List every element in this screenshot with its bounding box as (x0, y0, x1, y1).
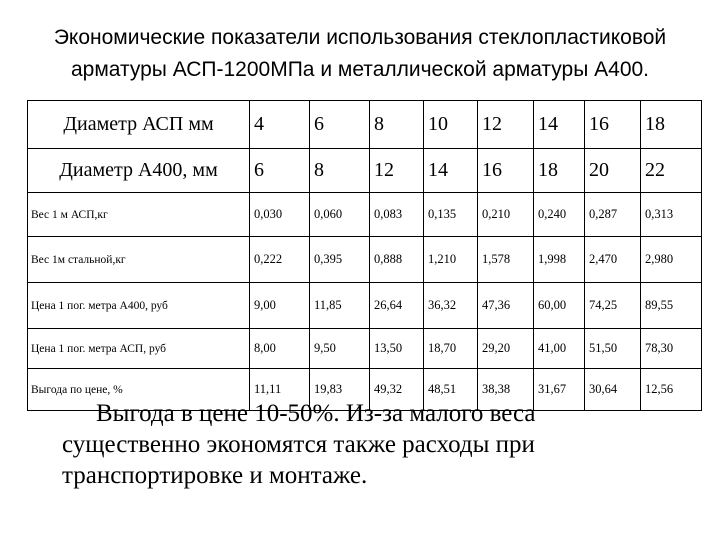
table-cell: 9,00 (250, 283, 310, 329)
table-cell: 0,395 (310, 237, 370, 283)
table-cell: 0,240 (534, 193, 585, 237)
row-label-price-benefit: Выгода по цене, % (28, 369, 250, 411)
table-cell: 26,64 (370, 283, 424, 329)
table-cell: 2,470 (585, 237, 641, 283)
table-cell: 29,20 (478, 329, 534, 369)
table-cell: 0,135 (424, 193, 478, 237)
table-cell: 18 (641, 101, 702, 149)
table-cell: 14 (424, 149, 478, 193)
conclusion-line-2: существенно экономятся также расходы при (62, 431, 535, 458)
table-cell: 78,30 (641, 329, 702, 369)
conclusion-line-1: Выгода в цене 10-50%. Из-за малого веса (96, 400, 536, 427)
table-cell: 30,64 (585, 369, 641, 411)
table-cell: 8,00 (250, 329, 310, 369)
table-cell: 0,210 (478, 193, 534, 237)
table-cell: 1,998 (534, 237, 585, 283)
table-cell: 0,222 (250, 237, 310, 283)
table-cell: 16 (585, 101, 641, 149)
table-cell: 18,70 (424, 329, 478, 369)
table-cell: 0,083 (370, 193, 424, 237)
table-cell: 36,32 (424, 283, 478, 329)
row-label-weight-asp: Вес 1 м АСП,кг (28, 193, 250, 237)
table-cell: 12,56 (641, 369, 702, 411)
conclusion-line-3: транспортировке и монтаже. (62, 462, 368, 489)
table-cell: 18 (534, 149, 585, 193)
table-cell: 11,11 (250, 369, 310, 411)
row-label-diameter-a400: Диаметр А400, мм (28, 149, 250, 193)
table-cell: 1,578 (478, 237, 534, 283)
table-cell: 0,287 (585, 193, 641, 237)
table-row (28, 193, 702, 237)
page-title (20, 22, 700, 86)
table-cell: 49,32 (370, 369, 424, 411)
table-cell: 51,50 (585, 329, 641, 369)
table-cell: 31,67 (534, 369, 585, 411)
title-line-2: арматуры АСП-1200МПа и металлической арматуры А400. (70, 58, 650, 81)
table-cell: 16 (478, 149, 534, 193)
table-cell: 10 (424, 101, 478, 149)
table-cell: 0,030 (250, 193, 310, 237)
table-cell: 0,060 (310, 193, 370, 237)
table-row (28, 329, 702, 369)
row-label-price-a400: Цена 1 пог. метра А400, руб (28, 283, 250, 329)
table-cell: 38,38 (478, 369, 534, 411)
table-row (28, 237, 702, 283)
row-label-price-asp: Цена 1 пог. метра АСП, руб (28, 329, 250, 369)
table-cell: 6 (310, 101, 370, 149)
table-cell: 0,888 (370, 237, 424, 283)
table-cell: 60,00 (534, 283, 585, 329)
table-cell: 47,36 (478, 283, 534, 329)
title-line-1: Экономические показатели использования стеклопластиковой (53, 26, 667, 49)
table-row (28, 101, 702, 149)
table-cell: 41,00 (534, 329, 585, 369)
table-cell: 14 (534, 101, 585, 149)
table-cell: 74,25 (585, 283, 641, 329)
table-cell: 8 (370, 101, 424, 149)
table-row (28, 283, 702, 329)
table-cell: 9,50 (310, 329, 370, 369)
table-cell: 12 (370, 149, 424, 193)
table-cell: 20 (585, 149, 641, 193)
table-cell: 89,55 (641, 283, 702, 329)
table-cell: 4 (250, 101, 310, 149)
table-cell: 6 (250, 149, 310, 193)
table-cell: 8 (310, 149, 370, 193)
conclusion-text (62, 398, 682, 491)
table-cell: 1,210 (424, 237, 478, 283)
comparison-table (27, 100, 702, 411)
table-cell: 22 (641, 149, 702, 193)
table-row (28, 149, 702, 193)
table-cell: 19,83 (310, 369, 370, 411)
table-cell: 13,50 (370, 329, 424, 369)
table-cell: 0,313 (641, 193, 702, 237)
table-cell: 2,980 (641, 237, 702, 283)
table-cell: 11,85 (310, 283, 370, 329)
table-cell: 48,51 (424, 369, 478, 411)
row-label-weight-steel: Вес 1м стальной,кг (28, 237, 250, 283)
row-label-diameter-asp: Диаметр АСП мм (28, 101, 250, 149)
table-cell: 12 (478, 101, 534, 149)
